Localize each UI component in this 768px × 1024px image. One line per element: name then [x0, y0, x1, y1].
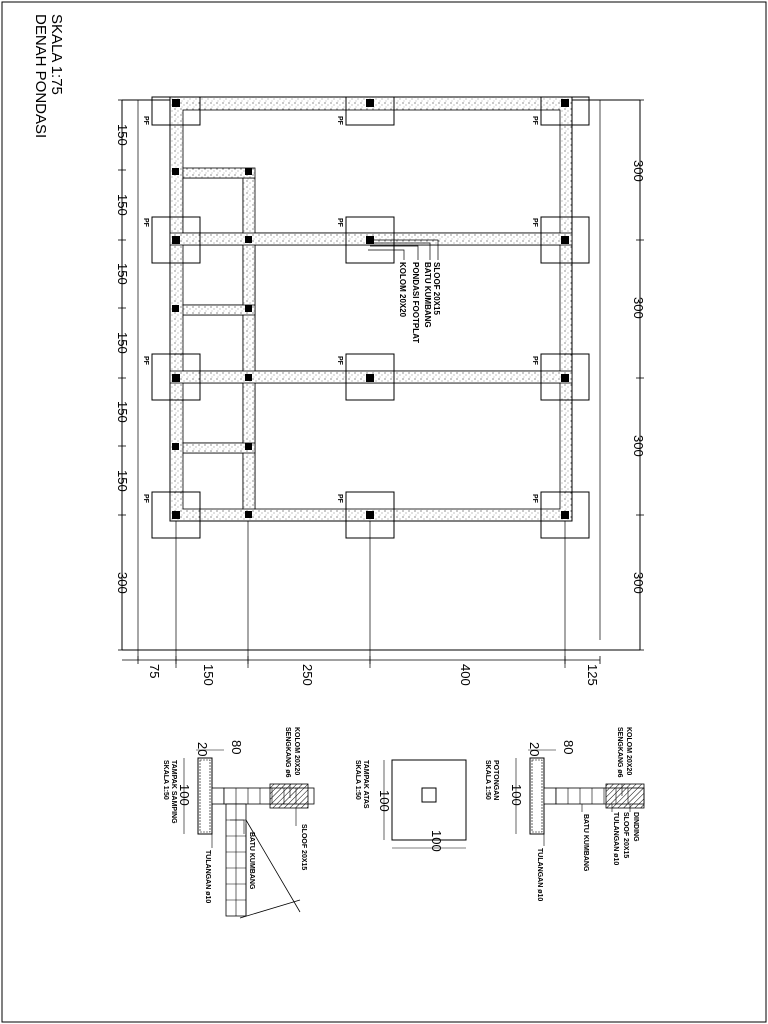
svg-text:PF: PF	[336, 494, 343, 503]
svg-text:PF: PF	[142, 116, 149, 125]
svg-text:PF: PF	[336, 218, 343, 227]
side-label-tulangan: TULANGAN ø10	[204, 850, 211, 904]
bottom-dim-4: 400	[458, 664, 473, 686]
left-dim-3: 150	[115, 263, 130, 285]
callout-batu-kumbang: BATU KUMBANG	[423, 262, 432, 328]
section-scale: SKALA 1:50	[484, 760, 491, 800]
right-dim-3: 300	[631, 435, 646, 457]
svg-text:PF: PF	[531, 356, 538, 365]
bottom-dim-3: 250	[300, 664, 315, 686]
section-label-tulangan-2: TULANGAN ø10	[536, 848, 543, 902]
svg-text:PF: PF	[336, 356, 343, 365]
top-dim-b: 100	[429, 830, 444, 852]
right-dimensions	[631, 160, 646, 594]
left-dim-2: 150	[115, 194, 130, 216]
top-scale: SKALA 1:50	[354, 760, 361, 800]
section-dim-a: 20	[527, 742, 542, 757]
left-dim-6: 150	[115, 470, 130, 492]
svg-text:PF: PF	[142, 356, 149, 365]
detail-top-view	[354, 760, 466, 852]
svg-text:PF: PF	[336, 116, 343, 125]
section-label-sloof: SLOOF 20X15	[622, 812, 629, 859]
foundation-plan	[115, 97, 646, 686]
side-dim-c: 100	[177, 784, 192, 806]
side-title: TAMPAK SAMPING	[170, 760, 177, 824]
section-label-batu: BATU KUMBANG	[582, 814, 589, 872]
left-dim-5: 150	[115, 401, 130, 423]
section-label-dinding: DINDING	[632, 812, 639, 842]
left-dim-7: 300	[115, 572, 130, 594]
left-dim-1: 150	[115, 124, 130, 146]
svg-text:PF: PF	[531, 116, 538, 125]
right-dim-2: 300	[631, 297, 646, 319]
title-line-2: SKALA 1:75	[48, 14, 65, 95]
bottom-dim-2: 150	[201, 664, 216, 686]
top-dim-a: 100	[377, 790, 392, 812]
bottom-dimensions	[147, 664, 600, 686]
section-label-tulangan-1: TULANGAN ø10	[612, 812, 619, 866]
section-label-kolom: KOLOM 20X20	[625, 727, 632, 776]
bottom-dim-1: 75	[147, 664, 162, 679]
section-title: POTONGAN	[492, 760, 499, 801]
section-label-sengkang: SENGKANG ø6	[616, 727, 623, 778]
callout-kolom: KOLOM 20X20	[398, 262, 407, 318]
side-label-sengkang: SENGKANG ø6	[284, 727, 291, 778]
drawing-title	[32, 14, 65, 138]
side-scale: SKALA 1:50	[162, 760, 169, 800]
section-dim-b: 80	[561, 740, 576, 755]
svg-text:PF: PF	[531, 218, 538, 227]
right-dim-1: 300	[631, 160, 646, 182]
side-label-sloof: SLOOF 20X15	[300, 824, 307, 871]
right-dim-4: 300	[631, 572, 646, 594]
svg-text:PF: PF	[531, 494, 538, 503]
callout-sloof: SLOOF 20X15	[432, 262, 441, 315]
side-label-kolom: KOLOM 20X20	[293, 727, 300, 776]
side-label-batu: BATU KUMBANG	[248, 832, 255, 890]
left-dim-4: 150	[115, 332, 130, 354]
svg-text:PF: PF	[142, 494, 149, 503]
top-title: TAMPAK ATAS	[362, 760, 369, 809]
svg-text:PF: PF	[142, 218, 149, 227]
callout-pondasi: PONDASI FOOTPLAT	[411, 262, 420, 344]
side-dim-b: 80	[229, 740, 244, 755]
title-line-1: DENAH PONDASI	[32, 14, 49, 139]
section-dim-c: 100	[509, 784, 524, 806]
side-dim-a: 20	[195, 742, 210, 757]
detail-side-view	[162, 727, 314, 918]
bottom-dim-5: 125	[585, 664, 600, 686]
